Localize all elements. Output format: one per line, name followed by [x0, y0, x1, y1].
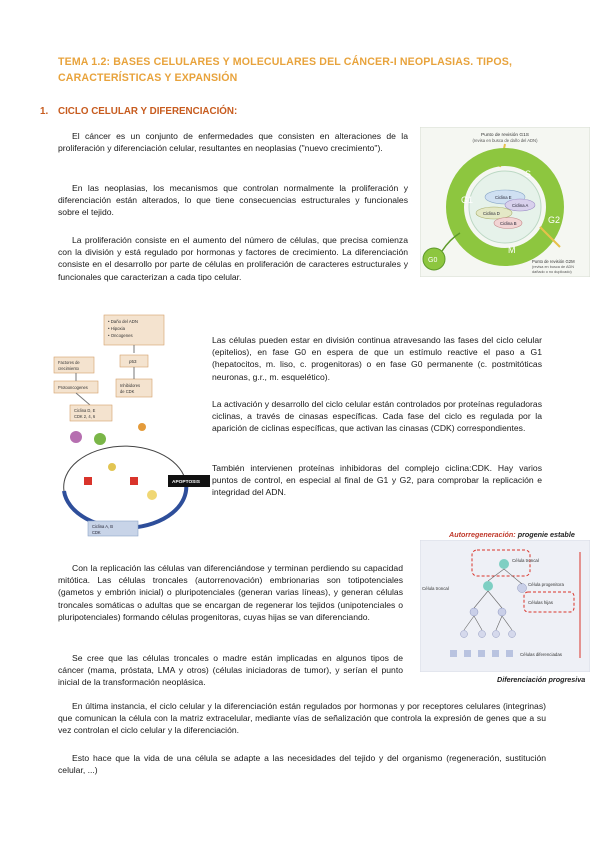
cyclin-e-label: Ciclina E: [495, 195, 512, 200]
paragraph-7: Con la replicación las células van diferenciándose y terminan perdiendo su capacidad mitótica. Las células troncales (autorrenovación) embrionarias son totipotenciales (gametos y embrión inicial) o pluripotenciales (generan varias líneas), y generan células troncales somáticas o adultas que se encargan de regenerar los tejidos (unipotenciales o pluripotenciales) formando células progenitoras, cuyas hijas se van diferenciando.: [58, 563, 403, 622]
paragraph-8: Se cree que las células troncales o madre están implicadas en algunos tipos de cáncer (mama, próstata, LMA y otros) (células iniciadoras de tumor), y serían el punto inicial de la transformación neoplásica.: [58, 653, 403, 688]
stimuli-item-1: • Daño del ADN: [108, 319, 138, 324]
proto-arrow: [76, 393, 90, 405]
stimuli-item-2: • Hipoxia: [108, 326, 126, 331]
phase-g1-label: G1: [461, 195, 474, 205]
stem-caption-top: [449, 530, 575, 539]
cyclin-a-label: Ciclina A: [512, 203, 529, 208]
phase-g0-label: G0: [428, 257, 438, 264]
phase-g2-label: G2: [548, 215, 561, 225]
diff-cell-2: [464, 650, 471, 657]
tree-node-1: [470, 608, 478, 616]
cdk-inhibitors-box: [116, 379, 152, 397]
stem-root-node: [499, 559, 509, 569]
cyclin-de-label-1: Ciclina D, E: [74, 408, 96, 413]
cyclin-ab-label-1: Ciclina A, B: [92, 524, 113, 529]
diff-cell-3: [478, 650, 485, 657]
page-title: TEMA 1.2: BASES CELULARES Y MOLECULARES DEL CÁNCER-I NEOPLASIAS. TIPOS, CARACTERÍSTICAS Y EXPANSIÓN: [58, 56, 513, 84]
g1-marker: [108, 463, 116, 471]
cyclin-ab-label-2: CDK: [92, 530, 101, 535]
checkpoint-g2m-sub2: dañado o no duplicado): [532, 270, 572, 274]
cyclin-b-label: Ciclina B: [500, 221, 517, 226]
paragraph-3: La proliferación consiste en el aumento del número de células, que precisa comienza con la división y está regulado por hormonas y factores de crecimiento. La diferenciación consiste en el desarrollo por parte de células en proliferación de caracteres estructurales y funcionales que caracterizan a cada tipo celular.: [58, 235, 408, 282]
section-heading: [40, 106, 237, 117]
diff-label: Células diferenciadas: [520, 652, 562, 657]
progenitor-node: [518, 584, 527, 593]
protooncogenes-label: Protooncogenes: [58, 385, 88, 390]
progenitor-label: Célula progenitora: [528, 582, 564, 587]
cyclin-de-label-2: CDK 2, 4, 6: [74, 414, 96, 419]
rb-node: [70, 431, 82, 443]
growth-factors-label-2: crecimiento: [58, 366, 79, 371]
stem-caption-bottom: Diferenciación progresiva: [497, 675, 586, 684]
apoptosis-label: APOPTOSIS: [172, 480, 200, 485]
paragraph-4: Las células pueden estar en división continua atravesando las fases del ciclo celular (epitelios), en fase G0 en espera de que un estímulo reactive el paso a G1 (hepatocitos, m. liso, c. progenitoras) o en fase G0 permanente (c. postmitóticas neuronas, g.r., m. esquelético).: [212, 335, 542, 382]
section-heading-text: CICLO CELULAR Y DIFERENCIACIÓN:: [58, 106, 238, 117]
e2f-node: [94, 433, 106, 445]
stem-root-label: Célula troncal: [512, 558, 539, 563]
cycle-arc-top: [64, 446, 186, 491]
stem-cell-figure: [420, 540, 590, 672]
tree-node-6: [509, 631, 516, 638]
tree-node-5: [493, 631, 500, 638]
paragraph-9: En última instancia, el ciclo celular y la diferenciación están regulados por hormonas y por receptores celulares (integrinas) que comunican la célula con la matriz extracelular, mediante vías de señalización que controla la expresión de genes que a su vez controlan el ciclo celular y la diferenciación.: [58, 701, 546, 736]
paragraph-5: La activación y desarrollo del ciclo celular están controlados por proteínas reguladoras ciclinas, a través de cinasas específicas. Cada fase del ciclo es regulada por la aparición de ciclinas específicas, que activan las cinasas (CDK) correspondientes.: [212, 399, 542, 434]
tree-node-4: [479, 631, 486, 638]
paragraph-6: También intervienen proteínas inhibidoras del complejo ciclina:CDK. Hay varios puntos de control, en especial al final de G1 y G2, para comprobar la replicación e integridad del ADN.: [212, 463, 542, 498]
checkpoint-g2m-sub1: (revisa en busca de ADN: [532, 265, 574, 269]
diff-cell-1: [450, 650, 457, 657]
stem-caption-top-rest: progenie estable: [515, 530, 575, 539]
phase-m-label: M: [508, 245, 516, 255]
stem-left-node: [483, 581, 493, 591]
cyclin-d-label: Ciclina D: [483, 211, 500, 216]
checkpoint-g1s-label: Punto de revisión G1S: [481, 133, 529, 138]
stem-caption-top-strong: Autorregeneración:: [449, 530, 516, 539]
stimuli-item-3: • Oncogenes: [108, 333, 133, 338]
stem-left-label: Célula troncal: [422, 586, 449, 591]
cdk-inhibitors-label-2: de CDK: [120, 389, 135, 394]
checkpoint-block-2: [130, 477, 138, 485]
paragraph-2: En las neoplasias, los mecanismos que controlan normalmente la proliferación y diferenciación están alterados, lo que tiene consecuencias estructurales y funcionales sobre el tejido.: [58, 183, 408, 218]
cell-cycle-pathway-figure: [50, 313, 210, 538]
diff-cell-5: [506, 650, 513, 657]
paragraph-10: Esto hace que la vida de una célula se adapte a las necesidades del tejido y del organismo (regeneración, sustitución celular, ...): [58, 753, 546, 776]
section-number: 1.: [40, 106, 49, 117]
phase-s-label: S: [525, 169, 532, 179]
checkpoint-g1s-sub: (revisa en busca de daño del ADN): [472, 138, 538, 143]
cdk-inhibitors-label-1: Inhibidores: [120, 383, 141, 388]
s-marker: [147, 490, 157, 500]
p-node: [138, 423, 146, 431]
daughters-label: Células hijas: [528, 600, 553, 605]
paragraph-1: El cáncer es un conjunto de enfermedades que consisten en alteraciones de la proliferación y diferenciación celular, resultantes en neoplasias ("nuevo crecimiento").: [58, 131, 408, 154]
tree-node-3: [461, 631, 468, 638]
p53-label: p53: [129, 359, 137, 364]
checkpoint-block-1: [84, 477, 92, 485]
cell-cycle-figure: [420, 127, 590, 277]
checkpoint-g2m-label: Punto de revisión G2M: [532, 259, 575, 264]
growth-factors-label-1: Factores de: [58, 360, 80, 365]
diff-cell-4: [492, 650, 499, 657]
tree-node-2: [498, 608, 506, 616]
